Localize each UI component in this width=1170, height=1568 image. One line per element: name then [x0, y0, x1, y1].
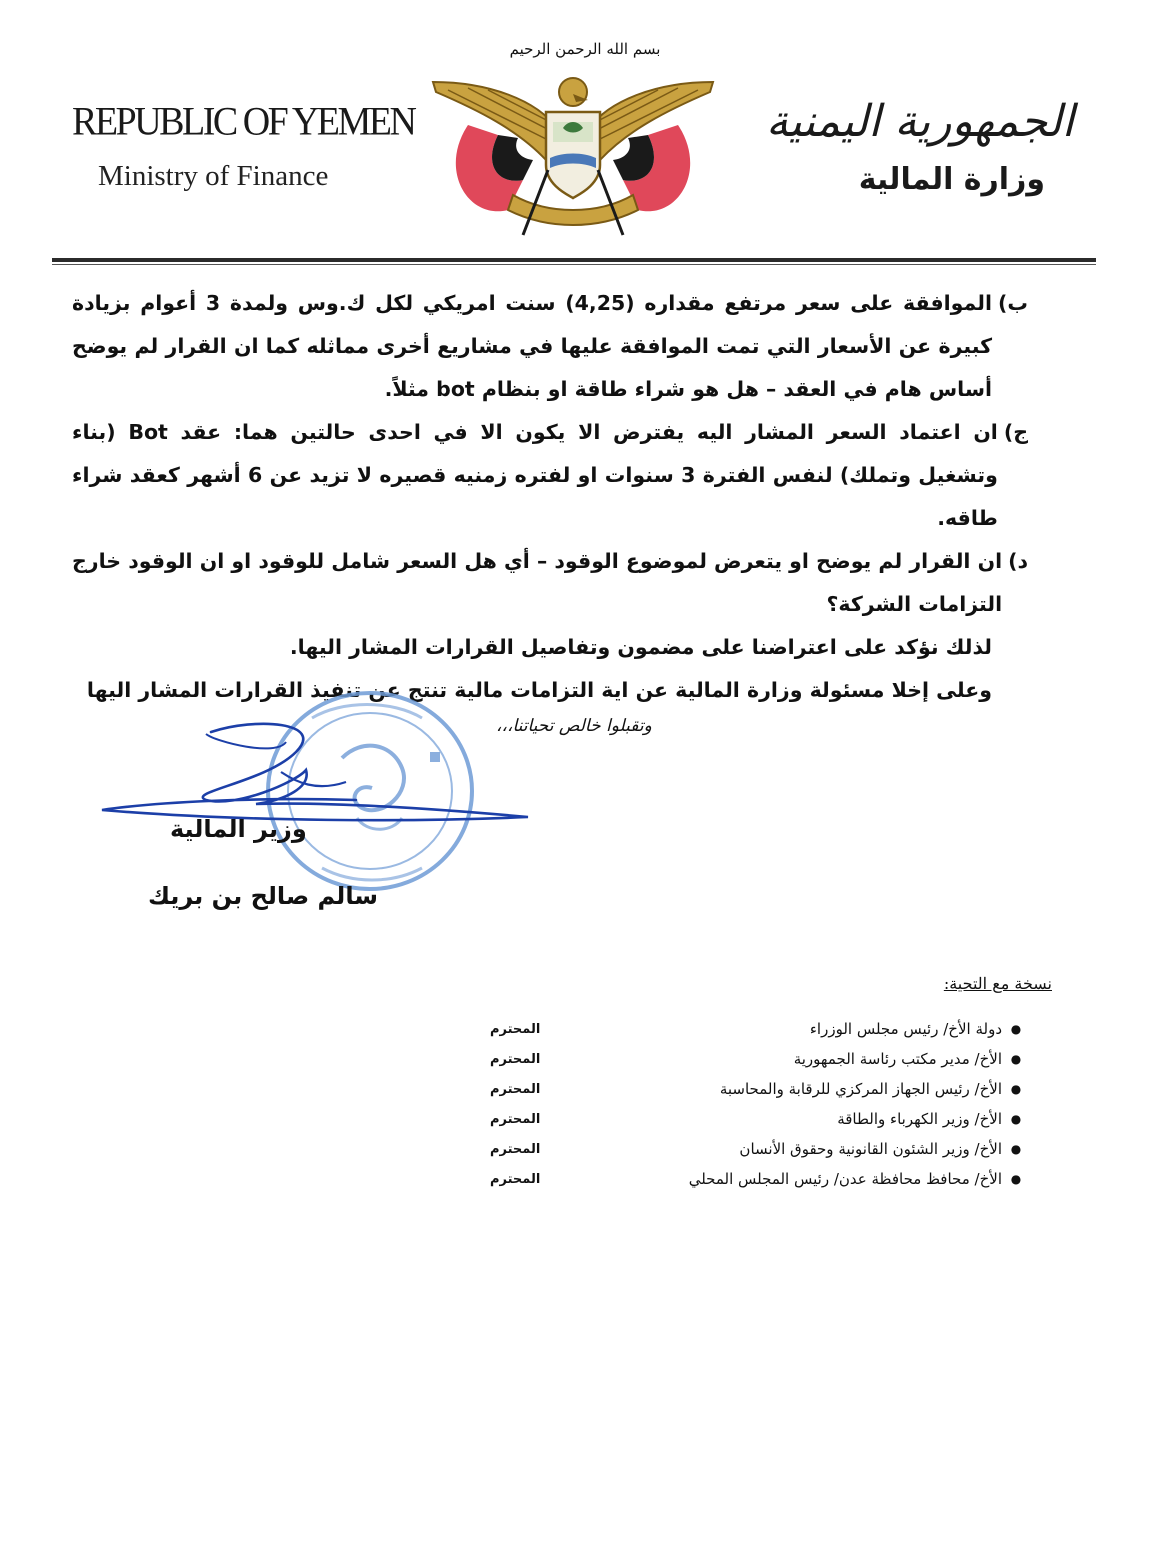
cc-recipient: الأخ/ وزير الكهرباء والطاقة [837, 1110, 1002, 1128]
conclusion-line-2: وعلى إخلا مسئولة وزارة المالية عن اية التزامات مالية تنتج عن تنفيذ القرارات المشار اليها [86, 678, 992, 702]
bullet-icon: ● [1010, 1022, 1022, 1036]
cc-honorific: المحترم [490, 1141, 541, 1157]
cc-recipient: الأخ/ وزير الشئون القانونية وحقوق الأنسان [739, 1140, 1002, 1158]
minister-title: وزير المالية [170, 815, 307, 843]
cc-honorific: المحترم [490, 1171, 541, 1187]
letter-body [72, 282, 1028, 712]
cc-honorific: المحترم [490, 1021, 541, 1037]
list-item [490, 1104, 1030, 1134]
list-item [490, 1074, 1030, 1104]
cc-list [490, 1014, 1030, 1194]
arabic-subtitle: وزارة المالية [858, 162, 1045, 197]
cc-recipient: الأخ/ رئيس الجهاز المركزي للرقابة والمحاسبة [719, 1080, 1002, 1098]
item-text: ان القرار لم يوضح او يتعرض لموضوع الوقود – أي هل السعر شامل للوقود او ان الوقود خارج التزامات الشركة؟ [72, 549, 1003, 616]
cc-recipient: الأخ/ مدير مكتب رئاسة الجمهورية [793, 1050, 1002, 1068]
minister-name: سالم صالح بن بريك [148, 882, 378, 910]
item-text: الموافقة على سعر مرتفع مقداره (4,25) سنت امريكي لكل ك.وس ولمدة 3 أعوام بزيادة كبيرة عن الأسعار التي تمت الموافقة عليها في مشاريع أخرى مماثله كما ان القرار لم يوضح أساس هام في العقد – هل هو شراء طاقة او بنظام bot مثلاً. [72, 291, 993, 401]
bullet-icon: ● [1010, 1142, 1022, 1156]
handwritten-signature-icon [96, 712, 536, 842]
list-item [490, 1134, 1030, 1164]
item-marker: د) [1008, 549, 1028, 573]
closing-salutation: وتقبلوا خالص تحياتنا،،، [496, 716, 652, 736]
bullet-icon: ● [1010, 1052, 1022, 1066]
basmala: بسم الله الرحمن الرحيم [509, 40, 661, 58]
cc-recipient: الأخ/ محافظ محافظة عدن/ رئيس المجلس المحلي [688, 1170, 1002, 1188]
arabic-title: الجمهورية اليمنية [765, 96, 1074, 147]
list-item [72, 411, 1028, 540]
conclusion-line-1: لذلك نؤكد على اعتراضنا على مضمون وتفاصيل القرارات المشار اليها. [289, 635, 992, 659]
header-rule-thin [52, 264, 1096, 265]
cc-honorific: المحترم [490, 1111, 541, 1127]
bullet-icon: ● [1010, 1082, 1022, 1096]
list-item [72, 540, 1028, 626]
cc-recipient: دولة الأخ/ رئيس مجلس الوزراء [809, 1020, 1002, 1038]
english-title: REPUBLIC OF YEMEN [72, 99, 415, 145]
english-subtitle: Ministry of Finance [98, 160, 329, 192]
list-item [72, 282, 1028, 411]
cc-honorific: المحترم [490, 1081, 541, 1097]
item-marker: ج) [1003, 420, 1028, 444]
cc-honorific: المحترم [490, 1051, 541, 1067]
cc-heading: نسخة مع التحية: [943, 974, 1052, 993]
list-item [490, 1044, 1030, 1074]
bullet-icon: ● [1010, 1112, 1022, 1126]
header-rule [52, 258, 1096, 262]
item-marker: ب) [998, 291, 1028, 315]
list-item [490, 1164, 1030, 1194]
list-item [490, 1014, 1030, 1044]
bullet-icon: ● [1010, 1172, 1022, 1186]
yemen-emblem-icon [428, 70, 718, 240]
item-text: ان اعتماد السعر المشار اليه يفترض الا يكون الا في احدى حالتين هما: عقد Bot (بناء وتشغيل وتملك) لنفس الفترة 3 سنوات او لفتره زمنيه قصيره لا تزيد عن 6 أشهر كعقد شراء طاقه. [72, 420, 998, 530]
